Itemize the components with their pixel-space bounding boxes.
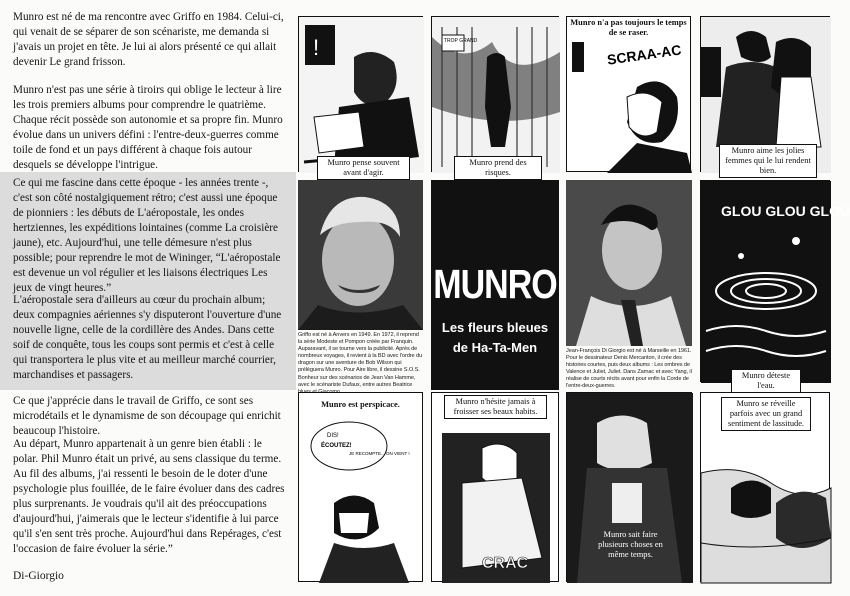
- comic-panel-2: [431, 16, 559, 177]
- caption-7: Munro n'hésite jamais à froisser ses beaux habits.: [444, 395, 547, 419]
- paragraph-evolution: Au départ, Munro appartenait à un genre bien établi : le polar. Phil Munro était un privé, au sens classique du terme. Au fil des albums, j'ai ressenti le besoin de le doter d'une psychologie plus fouillée, de le faire évoluer dans des cadres plus surprenants. Je voudrais qu'il ait des préoccupations d'aujourd'hui, j'aimerais que le lecteur s'identifie à lui parce qu'il s'en sent très proche. Aujourd'hui dans Repérages, c'est l'occasion de faire évoluer la série.”: [13, 438, 285, 555]
- caption-2: Munro prend des risques.: [454, 156, 542, 180]
- paragraph-intro: Munro est né de ma rencontre avec Griffo en 1984. Celui-ci, qui venait de se séparer de son scénariste, me demanda si j'avais un projet en tête. Je lui ai alors présenté ce qui allait devenir Le grand frisson.: [13, 11, 284, 68]
- comic-panel-4: [700, 16, 830, 175]
- signature: Di-Giorgio: [13, 570, 64, 582]
- panel-3-art: [567, 17, 692, 173]
- comic-panel-3: [566, 16, 691, 172]
- sfx-crac: CRAC: [482, 555, 529, 572]
- portrait-digiorgio-art: [566, 180, 692, 346]
- photo-digiorgio: [566, 180, 692, 346]
- sign-text: TROP GRAND: [444, 38, 478, 44]
- article-text-column: [0, 0, 296, 596]
- caption-5: Munro déteste l'eau.: [731, 369, 801, 393]
- comic-panel-6: [298, 392, 423, 582]
- caption-6: Munro est perspicace.: [299, 399, 422, 411]
- comic-panel-8: [566, 392, 692, 582]
- caption-4: Munro aime les jolies femmes qui le lui rendent bien.: [719, 144, 817, 178]
- panel-9-art: [701, 393, 831, 583]
- bio-griffo: Griffo est né à Anvers en 1949. En 1972, il reprend la série Modeste et Pompon créée par Franquin. Auparavant, il se tourne vers la publicité. Après de nombreux voyages, il revient à la BD avec l'ordre du dragon sur une aventure de Bob Wilson qui prélèguera Munro. Pour Aire libre, il dessine S.O.S. Bonheur sur des scénarios de Jean Van Hamme, avec le scénariste Dufaux, entre autres Beatrice: [298, 332, 422, 388]
- portrait-griffo-art: [298, 180, 423, 330]
- sfx-scraa: SCRAA-AC: [606, 41, 683, 68]
- paragraph-series: Munro n'est pas une série à tiroirs qui oblige le lecteur à lire les trois premiers albums pour comprendre le quatrième. Chaque récit possède son autonomie et sa propre fin. Munro évolue dans un univers défini : l'entre-deux-guerres comme toile de fond et un pays différent à chaque fois autour desquels se développe l'intrigue.: [13, 84, 283, 171]
- caption-1: Munro pense souvent avant d'agir.: [317, 156, 410, 180]
- comic-panel-5: [700, 180, 850, 390]
- sfx-glou: GLOU GLOU GLOU: [721, 203, 850, 219]
- book-title-block: [431, 180, 559, 390]
- panel-2-art: [432, 17, 560, 173]
- paragraph-aeropostale: L'aéropostale sera d'ailleurs au cœur du prochain album; deux compagnies aériennes s'y disputeront l'ouverture d'une nouvelle ligne, celle de la cordillère des Andes. Dans cette soif de conquête, tous les coups sont permis et c'est à celle qui transportera le plus vite et au meilleur marché courrier, marchandises et passagers.: [13, 294, 282, 381]
- panel-1-art: [299, 17, 424, 173]
- comic-panel-9: [700, 392, 830, 582]
- panel-6-art: [299, 393, 424, 583]
- bio-digiorgio: Jean-François Di Giorgio est né à Marseille en 1961. Pour le dessinateur Denis Mercanton, il crée des histoires courtes, puis deux albums : Les ombres de Valence et Juliet, Juliet. Dans Zarnac et avec Yang, il réalise de courts récits avant pour enfin la Corde de l'entre-deux-guerres.: [566, 348, 692, 390]
- paragraph-griffo: Ce que j'apprécie dans le travail de Griffo, ce sont ses microdétails et le dynamisme de son découpage qui enrichit beaucoup l'histoire.: [13, 395, 281, 437]
- svg-text:!: !: [313, 35, 320, 60]
- comic-panel-1: [298, 16, 423, 177]
- comic-panel-7: [431, 392, 559, 582]
- balloon-ecoutez: ÉCOUTEZ!: [321, 443, 352, 449]
- panel-7-art: [432, 393, 560, 583]
- balloon-on-vient: JE RECOMPTE... ON VIENT !: [349, 451, 410, 456]
- panel-5-art: [701, 181, 850, 383]
- caption-3: Munro n'a pas toujours le temps de se raser.: [567, 17, 690, 39]
- balloon-dis: DIS!: [327, 433, 339, 439]
- photo-griffo: [298, 180, 423, 330]
- book-subtitle-line2: de Ha-Ta-Men: [452, 340, 538, 355]
- caption-9: Munro se réveille parfois avec un grand sentiment de lassitude.: [721, 397, 811, 431]
- book-title: MUNRO: [433, 262, 557, 308]
- book-subtitle-line1: Les fleurs bleues: [441, 320, 549, 335]
- caption-8: Munro sait faire plusieurs choses en même temps.: [598, 530, 663, 559]
- paragraph-era: Ce qui me fascine dans cette époque - les années trente -, c'est son côté nostalgiquement rétro; c'est aussi une époque de pionniers : les débuts de L'aéropostale, les ondes hertziennes, les expéditions lointaines (comme La croisière jaune), etc. Aujourd'hui, une telle démesure n'est plus possible; pour reprendre le mot de Wininger, “L'aéropostale est devenue un vol régulier et les liaisons électriques Les jeux de vingt heures.”: [13, 177, 281, 294]
